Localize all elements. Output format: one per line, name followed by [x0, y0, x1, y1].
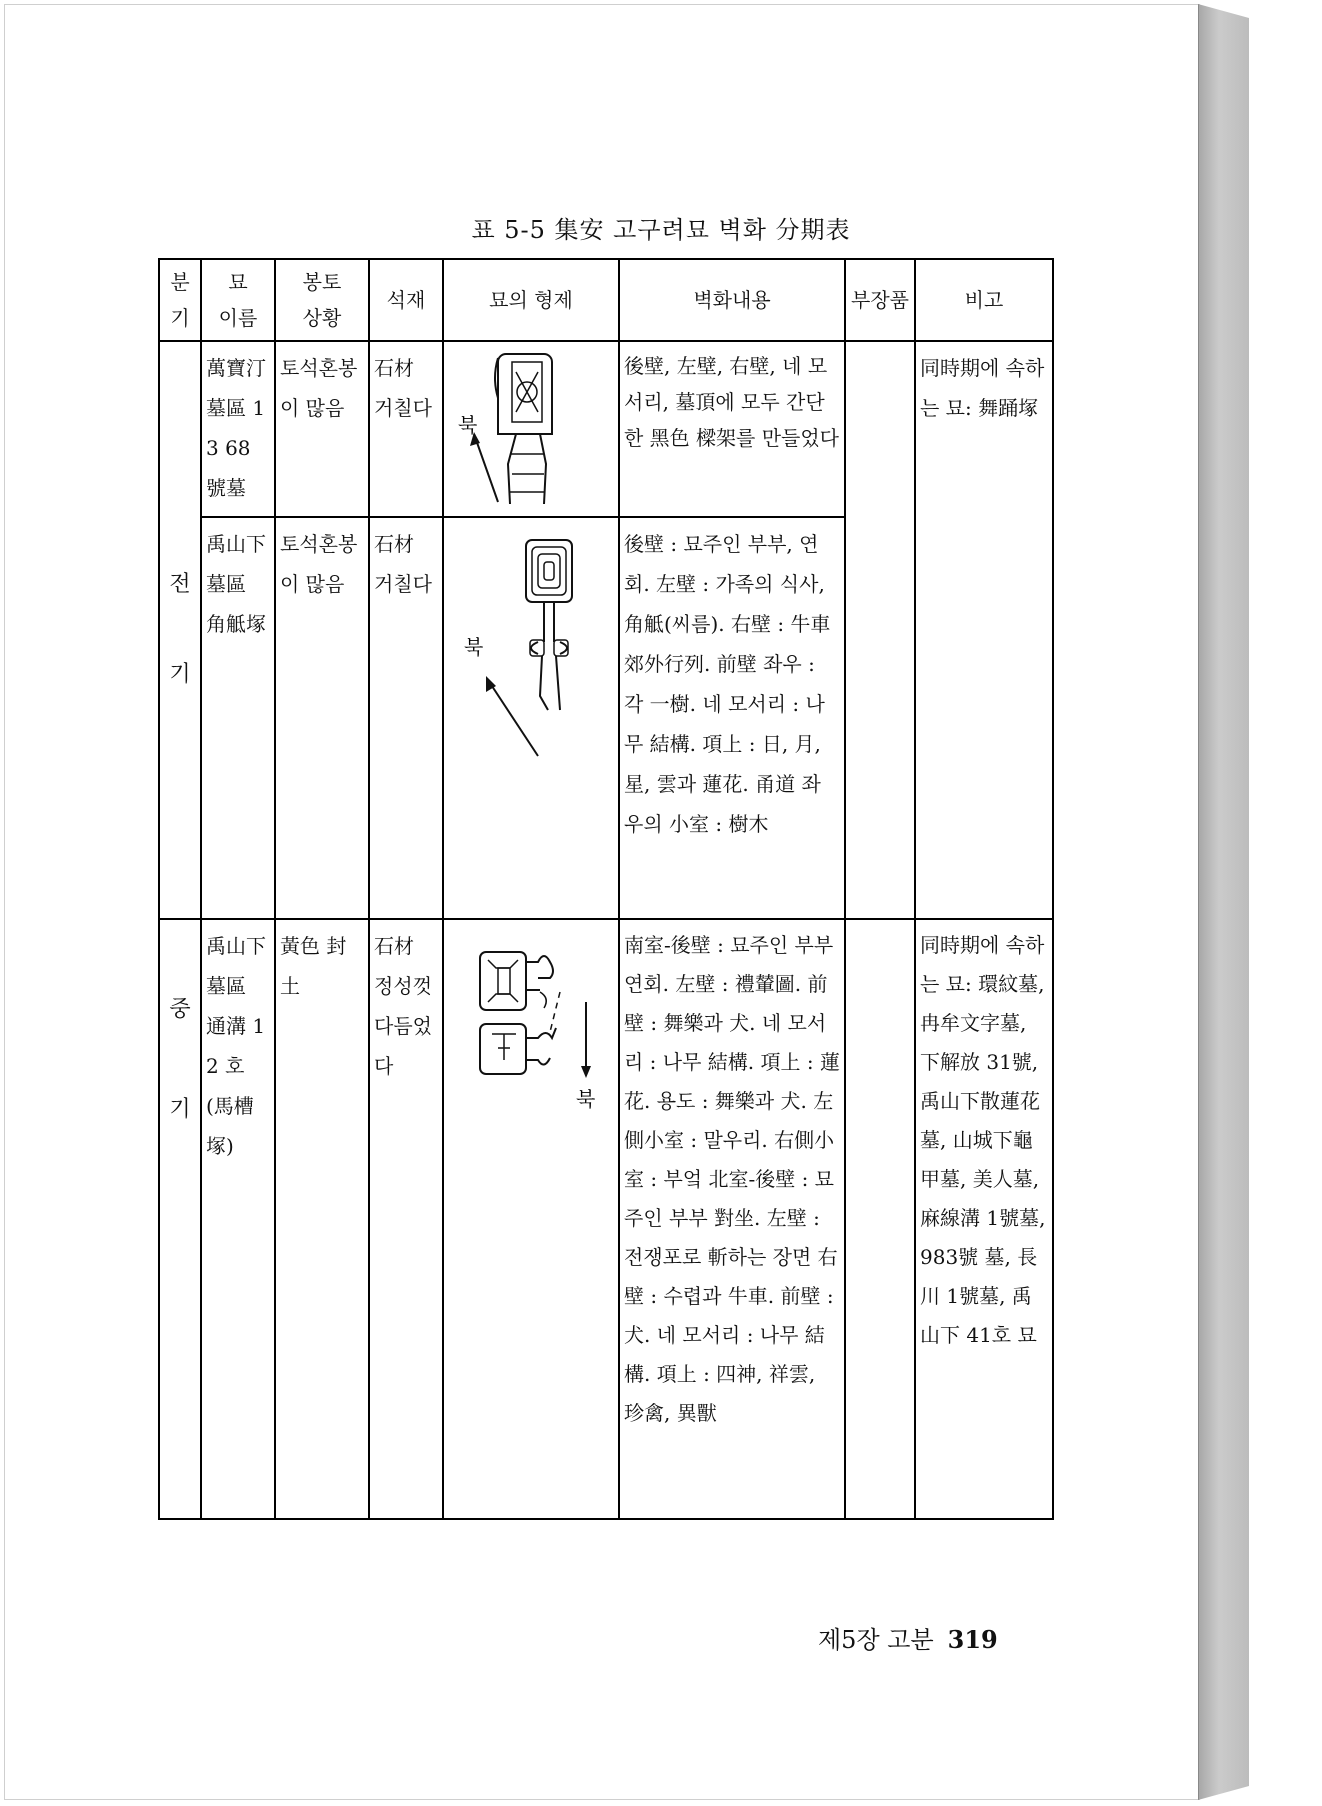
- header-mound-line-2: 상황: [302, 306, 342, 330]
- stone-material: 石材 정성껏 다듬었다: [369, 919, 443, 1519]
- tomb-plan-drawing: [446, 344, 616, 512]
- grave-goods: [845, 919, 915, 1519]
- table-title: 표 5-5 集安 고구려묘 벽화 分期表: [471, 216, 851, 244]
- period-char: 기: [169, 1097, 191, 1122]
- header-name-line-1: 묘: [228, 270, 248, 294]
- north-label: 북: [458, 413, 478, 437]
- north-label: 북: [576, 1087, 596, 1111]
- header-stone: 석재: [369, 259, 443, 341]
- remarks: 同時期에 속하는 묘: 舞踊塚: [915, 341, 1053, 919]
- tomb-name: 禹山下墓區 通溝 12 호 (馬槽塚): [201, 919, 275, 1519]
- period-char: 기: [169, 662, 191, 687]
- header-note: 비고: [915, 259, 1053, 341]
- header-mound: [275, 259, 369, 341]
- period-char: 전: [169, 572, 191, 597]
- grave-goods: [845, 341, 915, 919]
- stone-material: 石材 거칠다: [369, 341, 443, 517]
- page-footer: [818, 1620, 998, 1655]
- header-row: [159, 259, 1053, 341]
- header-mound-line-1: 봉토: [302, 270, 342, 294]
- mound-status: 토석혼봉이 많음: [275, 341, 369, 517]
- remarks: 同時期에 속하는 묘: 環紋墓, 冉牟文字墓, 下解放 31號, 禹山下散蓮花墓, 山城下龜甲墓, 美人墓, 麻線溝 1號墓, 983號 墓, 長川 1號墓, 禹山下 41호 묘: [915, 919, 1053, 1519]
- tomb-plan-cell: [443, 517, 619, 919]
- chapter-title: 제5장 고분: [818, 1626, 934, 1654]
- mural-period-table: [158, 258, 1054, 1520]
- period-early: [159, 341, 201, 919]
- tomb-name: 萬寶汀墓區 13 68號墓: [201, 341, 275, 517]
- header-mural: 벽화내용: [619, 259, 845, 341]
- tomb-plan-drawing: [446, 520, 616, 770]
- north-label: 북: [464, 635, 484, 659]
- table-row: [159, 341, 1053, 517]
- header-name: [201, 259, 275, 341]
- mural-content: 後壁, 左壁, 右壁, 네 모서리, 墓頂에 모두 간단한 黑色 樑架를 만들었다: [619, 341, 845, 517]
- period-middle: [159, 919, 201, 1519]
- tomb-plan-cell: [443, 341, 619, 517]
- tomb-plan-drawing: [446, 922, 616, 1122]
- table-row: [159, 919, 1053, 1519]
- header-name-line-2: 이름: [218, 306, 258, 330]
- mural-content: 南室-後壁 : 묘주인 부부 연회. 左壁 : 禮輦圖. 前壁 : 舞樂과 犬. 네 모서리 : 나무 結構. 項上 : 蓮花. 용도 : 舞樂과 犬. 左側小室 : 말우리. 右側小室 : 부엌 北室-後壁 : 묘주인 부부 對坐. 左壁 : 전쟁포로 斬하는 장면 右壁 : 수렵과 牛車. 前壁 : 犬. 네 모서리 : 나무 結構. 項上 : 四神, 祥雲, 珍禽, 異獸: [619, 919, 845, 1519]
- header-period: 분기: [159, 259, 201, 341]
- tomb-plan-cell: [443, 919, 619, 1519]
- period-char: 중: [169, 997, 191, 1022]
- stone-material: 石材 거칠다: [369, 517, 443, 919]
- mural-content: 後壁 : 묘주인 부부, 연회. 左壁 : 가족의 식사, 角觝(씨름). 右壁 : 牛車郊外行列. 前壁 좌우 : 각 一樹. 네 모서리 : 나무 結構. 項上 : 日, 月, 星, 雲과 蓮花. 甬道 좌우의 小室 : 樹木: [619, 517, 845, 919]
- page-number: 319: [947, 1625, 998, 1654]
- header-goods: 부장품: [845, 259, 915, 341]
- mound-status: 토석혼봉이 많음: [275, 517, 369, 919]
- page-edge: [1198, 4, 1249, 1800]
- tomb-name: 禹山下墓區 角觝塚: [201, 517, 275, 919]
- header-shape: 묘의 형제: [443, 259, 619, 341]
- mound-status: 黃色 封土: [275, 919, 369, 1519]
